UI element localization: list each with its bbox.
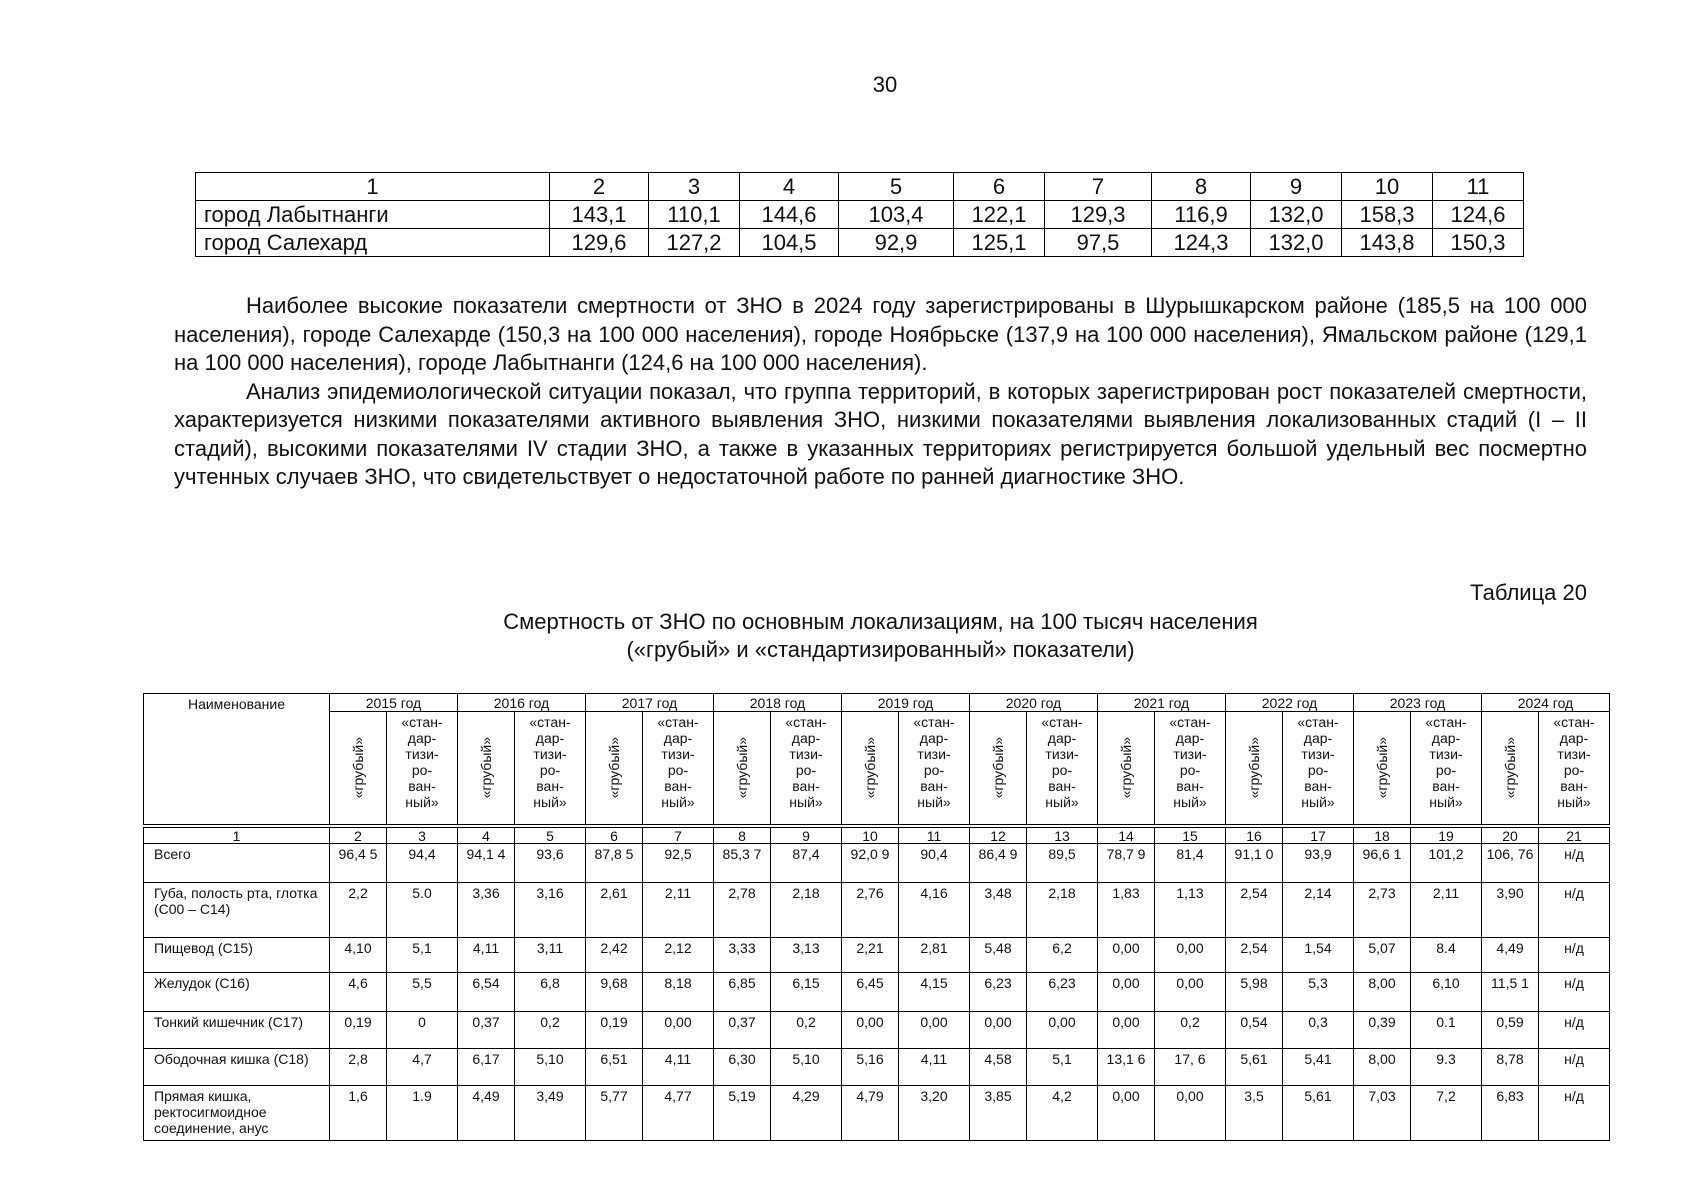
table-cell: 2,81 xyxy=(899,938,970,973)
table-cell: 6,85 xyxy=(714,973,771,1012)
top-table-cell: 103,4 xyxy=(839,201,954,229)
table-row xyxy=(144,938,1610,973)
crude-label: «грубый» xyxy=(1374,736,1390,799)
table-cell: 1,54 xyxy=(1283,938,1354,973)
table-cell: 6,23 xyxy=(1027,973,1098,1012)
top-table-col-number: 6 xyxy=(954,173,1045,201)
crude-header xyxy=(842,712,899,825)
column-number: 10 xyxy=(842,828,899,844)
table-title xyxy=(174,608,1587,664)
top-table-col-number: 9 xyxy=(1251,173,1342,201)
year-header: 2021 год xyxy=(1098,694,1226,712)
table-cell: 0,00 xyxy=(1155,938,1226,973)
column-number: 14 xyxy=(1098,828,1155,844)
table-cell: 93,6 xyxy=(515,844,586,883)
table-cell: 4,77 xyxy=(643,1086,714,1141)
year-header: 2019 год xyxy=(842,694,970,712)
table-cell: 3,36 xyxy=(458,883,515,938)
table-cell: 2,54 xyxy=(1226,883,1283,938)
table-cell: 11,5 1 xyxy=(1482,973,1539,1012)
top-table-cell: 132,0 xyxy=(1251,201,1342,229)
table-cell: 7,2 xyxy=(1411,1086,1482,1141)
column-number: 17 xyxy=(1283,828,1354,844)
table-row xyxy=(144,973,1610,1012)
table-cell: 3,33 xyxy=(714,938,771,973)
table-cell: 5,61 xyxy=(1283,1086,1354,1141)
table-title-line1: Смертность от ЗНО по основным локализациям, на 100 тысяч населения xyxy=(503,609,1258,634)
table-cell: 5,5 xyxy=(387,973,458,1012)
table-cell: 91,1 0 xyxy=(1226,844,1283,883)
table-cell: 0,00 xyxy=(842,1012,899,1049)
column-number: 8 xyxy=(714,828,771,844)
table-cell: 4,58 xyxy=(970,1049,1027,1086)
column-number: 20 xyxy=(1482,828,1539,844)
top-table-col-number: 11 xyxy=(1433,173,1524,201)
table-cell: 3,5 xyxy=(1226,1086,1283,1141)
table-cell: 8,18 xyxy=(643,973,714,1012)
crude-label: «грубый» xyxy=(734,736,750,799)
top-table-cell: 129,6 xyxy=(550,229,649,257)
table-cell: 5,98 xyxy=(1226,973,1283,1012)
table-cell: 17, 6 xyxy=(1155,1049,1226,1086)
table-cell: 4,11 xyxy=(458,938,515,973)
table-cell: 0,00 xyxy=(643,1012,714,1049)
table-cell: 6,30 xyxy=(714,1049,771,1086)
row-name: Тонкий кишечник (С17) xyxy=(144,1012,330,1049)
table-cell: 9.3 xyxy=(1411,1049,1482,1086)
table-cell: 4,10 xyxy=(330,938,387,973)
row-name: Губа, полость рта, глотка (С00 – С14) xyxy=(144,883,330,938)
top-table-cell: 116,9 xyxy=(1152,201,1251,229)
top-table-cell: 97,5 xyxy=(1045,229,1152,257)
standardized-header: «стан- дар- тизи- ро- ван- ный» xyxy=(1539,712,1610,825)
column-number: 1 xyxy=(144,828,330,844)
top-table-cell: 158,3 xyxy=(1342,201,1433,229)
top-table-col-number: 5 xyxy=(839,173,954,201)
table-cell: 87,4 xyxy=(771,844,842,883)
table-header-types xyxy=(144,712,1610,825)
table-cell: 4,49 xyxy=(458,1086,515,1141)
body-text xyxy=(174,292,1587,492)
table-cell: 8,00 xyxy=(1354,1049,1411,1086)
table-cell: 93,9 xyxy=(1283,844,1354,883)
table-cell: 0,37 xyxy=(458,1012,515,1049)
column-number: 21 xyxy=(1539,828,1610,844)
table-cell: 4,7 xyxy=(387,1049,458,1086)
crude-header xyxy=(330,712,387,825)
crude-label: «грубый» xyxy=(350,736,366,799)
crude-header xyxy=(970,712,1027,825)
table-cell: 0,2 xyxy=(515,1012,586,1049)
table-cell: 4,6 xyxy=(330,973,387,1012)
table-cell: н/д xyxy=(1539,1049,1610,1086)
table-cell: 0,59 xyxy=(1482,1012,1539,1049)
table-cell: 8,00 xyxy=(1354,973,1411,1012)
crude-header xyxy=(586,712,643,825)
top-table-cell: 143,8 xyxy=(1342,229,1433,257)
crude-header xyxy=(1354,712,1411,825)
column-number: 15 xyxy=(1155,828,1226,844)
year-header: 2024 год xyxy=(1482,694,1610,712)
top-table-cell: 132,0 xyxy=(1251,229,1342,257)
year-header: 2016 год xyxy=(458,694,586,712)
table-cell: 6,2 xyxy=(1027,938,1098,973)
table-cell: 2,61 xyxy=(586,883,643,938)
table-cell: 0.1 xyxy=(1411,1012,1482,1049)
column-number: 18 xyxy=(1354,828,1411,844)
column-number: 19 xyxy=(1411,828,1482,844)
top-table-header-row xyxy=(196,173,1524,201)
top-table-cell: 124,3 xyxy=(1152,229,1251,257)
column-number: 16 xyxy=(1226,828,1283,844)
standardized-header: «стан- дар- тизи- ро- ван- ный» xyxy=(387,712,458,825)
table-cell: 5,19 xyxy=(714,1086,771,1141)
top-table-row-name: город Лабытнанги xyxy=(196,201,550,229)
table-cell: 7,03 xyxy=(1354,1086,1411,1141)
crude-label: «грубый» xyxy=(1118,736,1134,799)
table-cell: 92,5 xyxy=(643,844,714,883)
table-cell: н/д xyxy=(1539,1086,1610,1141)
top-table-col-number: 3 xyxy=(649,173,740,201)
table-cell: н/д xyxy=(1539,883,1610,938)
top-table-cell: 122,1 xyxy=(954,201,1045,229)
standardized-header: «стан- дар- тизи- ро- ван- ный» xyxy=(1283,712,1354,825)
table-row xyxy=(144,844,1610,883)
table-cell: 0,19 xyxy=(586,1012,643,1049)
table-cell: 0,00 xyxy=(1155,1086,1226,1141)
table-cell: 0 xyxy=(387,1012,458,1049)
top-table-row xyxy=(196,229,1524,257)
table-cell: 9,68 xyxy=(586,973,643,1012)
table-cell: 0,00 xyxy=(899,1012,970,1049)
column-number: 5 xyxy=(515,828,586,844)
table-cell: 0,00 xyxy=(1098,938,1155,973)
table-cell: 2,2 xyxy=(330,883,387,938)
table-cell: 81,4 xyxy=(1155,844,1226,883)
table-cell: 4,29 xyxy=(771,1086,842,1141)
top-table-col-number: 1 xyxy=(196,173,550,201)
column-number: 9 xyxy=(771,828,842,844)
table-cell: 86,4 9 xyxy=(970,844,1027,883)
table-cell: 1.9 xyxy=(387,1086,458,1141)
top-table-cell: 110,1 xyxy=(649,201,740,229)
table-cell: 2,21 xyxy=(842,938,899,973)
table-cell: 2,14 xyxy=(1283,883,1354,938)
crude-label: «грубый» xyxy=(990,736,1006,799)
year-header: 2023 год xyxy=(1354,694,1482,712)
table-cell: 0,3 xyxy=(1283,1012,1354,1049)
table-cell: 2,12 xyxy=(643,938,714,973)
column-number: 7 xyxy=(643,828,714,844)
crude-label: «грубый» xyxy=(1246,736,1262,799)
table-row xyxy=(144,883,1610,938)
table-cell: 4,11 xyxy=(643,1049,714,1086)
table-cell: 6,10 xyxy=(1411,973,1482,1012)
table-cell: 5,41 xyxy=(1283,1049,1354,1086)
table-cell: н/д xyxy=(1539,844,1610,883)
table-cell: 6,17 xyxy=(458,1049,515,1086)
table-cell: 2,42 xyxy=(586,938,643,973)
table-cell: 3,16 xyxy=(515,883,586,938)
top-table-row xyxy=(196,201,1524,229)
table-title-line2: («грубый» и «стандартизированный» показатели) xyxy=(626,637,1135,662)
mortality-table xyxy=(143,693,1610,1141)
table-header-years xyxy=(144,694,1610,712)
table-cell: 6,51 xyxy=(586,1049,643,1086)
table-cell: 5,10 xyxy=(515,1049,586,1086)
table-cell: 96,4 5 xyxy=(330,844,387,883)
row-name: Прямая кишка, ректосигмоидное соединение, анус xyxy=(144,1086,330,1141)
row-name: Всего xyxy=(144,844,330,883)
top-table-cell: 144,6 xyxy=(740,201,839,229)
top-table-col-number: 7 xyxy=(1045,173,1152,201)
table-cell: 4,49 xyxy=(1482,938,1539,973)
row-name: Желудок (С16) xyxy=(144,973,330,1012)
table-cell: 5,3 xyxy=(1283,973,1354,1012)
table-cell: 4,15 xyxy=(899,973,970,1012)
standardized-header: «стан- дар- тизи- ро- ван- ный» xyxy=(771,712,842,825)
table-cell: 2,73 xyxy=(1354,883,1411,938)
crude-header xyxy=(1482,712,1539,825)
table-cell: 5,07 xyxy=(1354,938,1411,973)
column-number-row xyxy=(144,828,1610,844)
row-name: Пищевод (С15) xyxy=(144,938,330,973)
crude-label: «грубый» xyxy=(862,736,878,799)
standardized-header: «стан- дар- тизи- ро- ван- ный» xyxy=(515,712,586,825)
table-cell: 2,76 xyxy=(842,883,899,938)
table-cell: 5,48 xyxy=(970,938,1027,973)
standardized-header: «стан- дар- тизи- ро- ван- ный» xyxy=(899,712,970,825)
top-table-cell: 125,1 xyxy=(954,229,1045,257)
table-cell: 0,2 xyxy=(771,1012,842,1049)
table-cell: 0,00 xyxy=(1155,973,1226,1012)
table-cell: 0,54 xyxy=(1226,1012,1283,1049)
table-cell: 5.0 xyxy=(387,883,458,938)
table-cell: 96,6 1 xyxy=(1354,844,1411,883)
table-cell: 4,2 xyxy=(1027,1086,1098,1141)
table-cell: 1,83 xyxy=(1098,883,1155,938)
table-cell: 6,15 xyxy=(771,973,842,1012)
table-row xyxy=(144,1049,1610,1086)
table-cell: 3,48 xyxy=(970,883,1027,938)
top-table-cell: 104,5 xyxy=(740,229,839,257)
top-table-col-number: 2 xyxy=(550,173,649,201)
top-table-cell: 150,3 xyxy=(1433,229,1524,257)
table-cell: 78,7 9 xyxy=(1098,844,1155,883)
crude-label: «грубый» xyxy=(1502,736,1518,799)
table-cell: 2,18 xyxy=(1027,883,1098,938)
table-cell: 2,8 xyxy=(330,1049,387,1086)
table-cell: 3,85 xyxy=(970,1086,1027,1141)
table-cell: 2,11 xyxy=(643,883,714,938)
top-table-cell: 129,3 xyxy=(1045,201,1152,229)
column-number: 2 xyxy=(330,828,387,844)
crude-header xyxy=(1226,712,1283,825)
table-cell: 8.4 xyxy=(1411,938,1482,973)
table-cell: н/д xyxy=(1539,938,1610,973)
column-number: 11 xyxy=(899,828,970,844)
table-cell: н/д xyxy=(1539,1012,1610,1049)
table-cell: 3,90 xyxy=(1482,883,1539,938)
table-cell: 5,1 xyxy=(1027,1049,1098,1086)
table-cell: 0,00 xyxy=(1098,1086,1155,1141)
table-cell: 3,20 xyxy=(899,1086,970,1141)
column-number: 4 xyxy=(458,828,515,844)
table-cell: 4,11 xyxy=(899,1049,970,1086)
table-cell: 5,10 xyxy=(771,1049,842,1086)
table-cell: 101,2 xyxy=(1411,844,1482,883)
page-number: 30 xyxy=(872,72,898,97)
table-cell: 85,3 7 xyxy=(714,844,771,883)
column-number: 13 xyxy=(1027,828,1098,844)
paragraph-1: Наиболее высокие показатели смертности от ЗНО в 2024 году зарегистрированы в Шурышкарском районе (185,5 на 100 000 населения), городе Салехарде (150,3 на 100 000 населения), городе Ноябрьске (137,9 на 100 000 населения), Ямальском районе (129,1 на 100 000 населения), городе Лабытнанги (124,6 на 100 000 населения). xyxy=(174,293,1587,375)
crude-label: «грубый» xyxy=(478,736,494,799)
table-cell: 0,19 xyxy=(330,1012,387,1049)
table-cell: 4,16 xyxy=(899,883,970,938)
table-cell: 1,6 xyxy=(330,1086,387,1141)
table-label: Таблица 20 xyxy=(1470,580,1587,605)
table-cell: 2,18 xyxy=(771,883,842,938)
table-cell: 1,13 xyxy=(1155,883,1226,938)
table-cell: 2,78 xyxy=(714,883,771,938)
table-cell: 0,00 xyxy=(1098,1012,1155,1049)
top-table-cell: 143,1 xyxy=(550,201,649,229)
table-cell: 5,77 xyxy=(586,1086,643,1141)
row-name: Ободочная кишка (С18) xyxy=(144,1049,330,1086)
table-cell: 2,11 xyxy=(1411,883,1482,938)
table-cell: 0,2 xyxy=(1155,1012,1226,1049)
table-cell: 3,13 xyxy=(771,938,842,973)
table-cell: 4,79 xyxy=(842,1086,899,1141)
table-cell: 87,8 5 xyxy=(586,844,643,883)
standardized-header: «стан- дар- тизи- ро- ван- ный» xyxy=(1411,712,1482,825)
table-cell: 5,1 xyxy=(387,938,458,973)
standardized-header: «стан- дар- тизи- ро- ван- ный» xyxy=(643,712,714,825)
column-number: 12 xyxy=(970,828,1027,844)
crude-header xyxy=(714,712,771,825)
top-table-cell: 92,9 xyxy=(839,229,954,257)
top-table xyxy=(195,172,1524,257)
standardized-header: «стан- дар- тизи- ро- ван- ный» xyxy=(1155,712,1226,825)
table-cell: 6,83 xyxy=(1482,1086,1539,1141)
table-cell: 6,23 xyxy=(970,973,1027,1012)
table-cell: 94,4 xyxy=(387,844,458,883)
table-row xyxy=(144,1086,1610,1141)
table-cell: 6,8 xyxy=(515,973,586,1012)
top-table-col-number: 10 xyxy=(1342,173,1433,201)
paragraph-2: Анализ эпидемиологической ситуации показал, что группа территорий, в которых зарегистрирован рост показателей смертности, характеризуется низкими показателями активного выявления ЗНО, низкими показателями выявления локализованных стадий (I – II стадий), высокими показателями IV стадии ЗНО, а также в указанных территориях регистрируется большой удельный вес посмертно учтенных случаев ЗНО, что свидетельствует о недостаточной работе по ранней диагностике ЗНО. xyxy=(174,378,1587,489)
table-cell: 0,39 xyxy=(1354,1012,1411,1049)
year-header: 2015 год xyxy=(330,694,458,712)
top-table-row-name: город Салехард xyxy=(196,229,550,257)
table-cell: 8,78 xyxy=(1482,1049,1539,1086)
column-number: 3 xyxy=(387,828,458,844)
table-cell: 92,0 9 xyxy=(842,844,899,883)
top-table-cell: 127,2 xyxy=(649,229,740,257)
table-cell: 6,45 xyxy=(842,973,899,1012)
table-cell: 0,37 xyxy=(714,1012,771,1049)
table-cell: 3,49 xyxy=(515,1086,586,1141)
crude-header xyxy=(1098,712,1155,825)
crude-header xyxy=(458,712,515,825)
name-header: Наименование xyxy=(144,694,330,825)
table-cell: 5,16 xyxy=(842,1049,899,1086)
table-cell: 13,1 6 xyxy=(1098,1049,1155,1086)
top-table-cell: 124,6 xyxy=(1433,201,1524,229)
table-cell: 90,4 xyxy=(899,844,970,883)
top-table-col-number: 4 xyxy=(740,173,839,201)
year-header: 2022 год xyxy=(1226,694,1354,712)
year-header: 2017 год xyxy=(586,694,714,712)
table-cell: 5,61 xyxy=(1226,1049,1283,1086)
table-cell: 89,5 xyxy=(1027,844,1098,883)
table-cell: 6,54 xyxy=(458,973,515,1012)
table-cell: 94,1 4 xyxy=(458,844,515,883)
standardized-header: «стан- дар- тизи- ро- ван- ный» xyxy=(1027,712,1098,825)
table-cell: 2,54 xyxy=(1226,938,1283,973)
table-cell: 0,00 xyxy=(970,1012,1027,1049)
table-row xyxy=(144,1012,1610,1049)
year-header: 2020 год xyxy=(970,694,1098,712)
table-cell: 0,00 xyxy=(1027,1012,1098,1049)
year-header: 2018 год xyxy=(714,694,842,712)
table-cell: 3,11 xyxy=(515,938,586,973)
table-cell: 0,00 xyxy=(1098,973,1155,1012)
top-table-col-number: 8 xyxy=(1152,173,1251,201)
table-cell: н/д xyxy=(1539,973,1610,1012)
table-cell: 106, 76 xyxy=(1482,844,1539,883)
crude-label: «грубый» xyxy=(606,736,622,799)
column-number: 6 xyxy=(586,828,643,844)
